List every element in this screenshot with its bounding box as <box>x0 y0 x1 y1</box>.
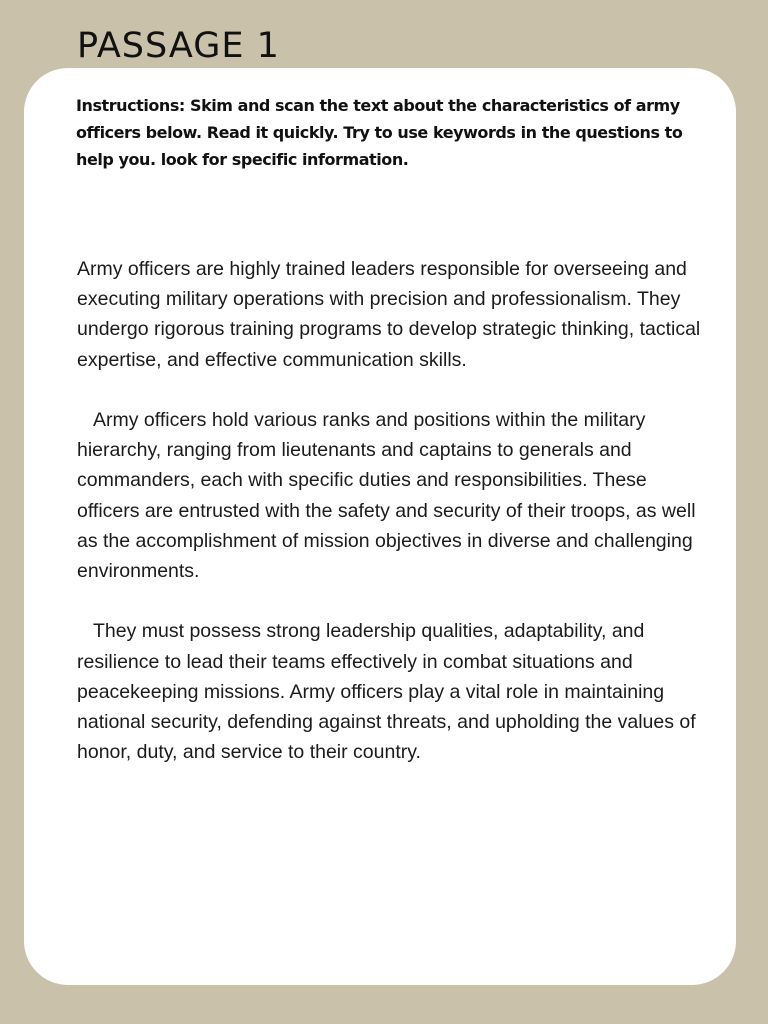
passage-card <box>24 68 736 985</box>
instructions-text: Instructions: Skim and scan the text about the characteristics of army officers below. Read it quickly. Try to use keywords in the questions to help you. look for specific information. <box>76 96 683 169</box>
passage-paragraph-1: Army officers are highly trained leaders responsible for overseeing and executing military operations with precision and professionalism. They undergo rigorous training programs to develop strategic thinking, tactical expertise, and effective communication skills. <box>77 258 701 371</box>
passage-paragraph-2: Army officers hold various ranks and positions within the military hierarchy, ranging from lieutenants and captains to generals and commanders, each with specific duties and responsibilities. These officers are entrusted with the safety and security of their troops, as well as the accomplishment of mission objectives in diverse and challenging environments. <box>77 409 696 583</box>
passage-paragraph-3: They must possess strong leadership qualities, adaptability, and resilience to lead their teams effectively in combat situations and peacekeeping missions. Army officers play a vital role in maintaining national security, defending against threats, and upholding the values of honor, duty, and service to their country. <box>77 620 696 764</box>
passage-body <box>77 254 707 798</box>
page-title: PASSAGE 1 <box>77 26 280 66</box>
